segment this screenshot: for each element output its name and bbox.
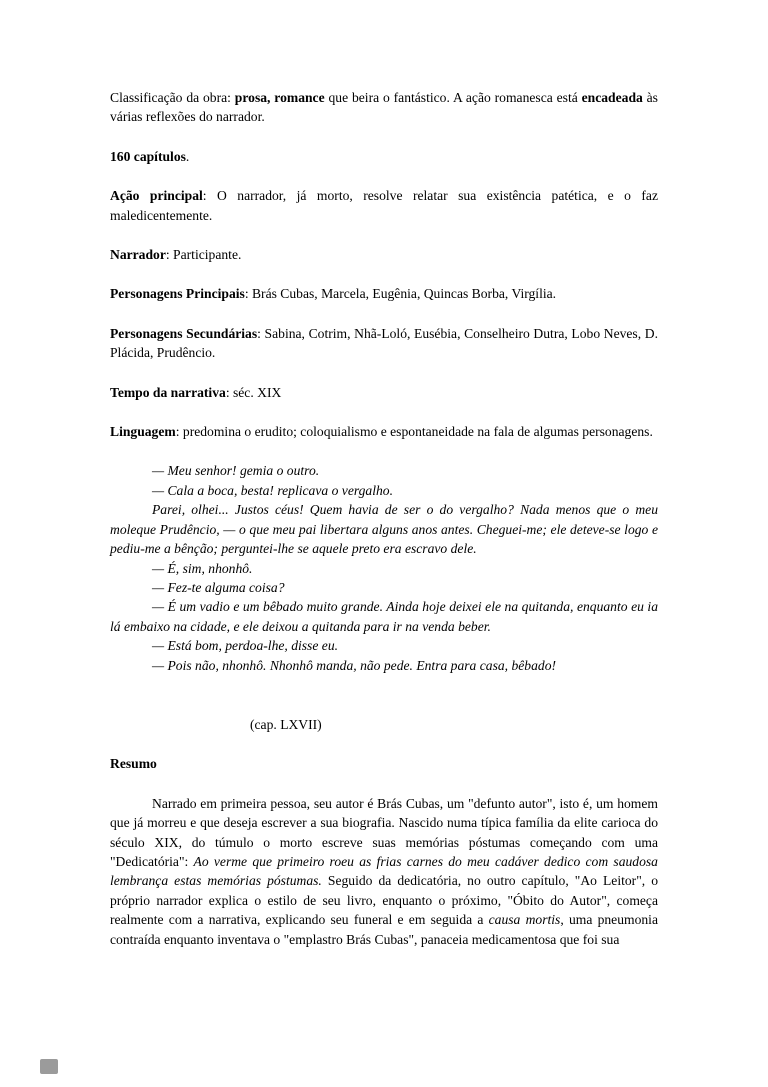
text-run: : Participante.: [165, 247, 242, 263]
text-run: , uma pneumonia contraída enquanto inventava o "emplastro Brás Cubas", panaceia medicamentosa que foi sua: [110, 912, 658, 947]
quote-line: [110, 559, 658, 578]
classification-paragraph: [110, 88, 658, 127]
text-run: Narrador: [110, 247, 166, 263]
text-run: — É um vadio e um bêbado muito grande. Ainda hoje deixei ele na quitanda, enquanto eu ia lá embaixo na cidade, e ele deixou a quitanda para ir na venda beber.: [110, 599, 658, 634]
text-run: — É, sim, nhonhô.: [152, 560, 253, 576]
main-characters-paragraph: [110, 284, 658, 303]
quote-line: [110, 500, 658, 558]
text-run: Personagens Principais: [110, 286, 245, 302]
text-run: 160 capítulos: [110, 148, 186, 164]
text-run: — Pois não, nhonhô. Nhonhô manda, não pede. Entra para casa, bêbado!: [152, 657, 557, 673]
quote-line: [110, 578, 658, 597]
secondary-characters-paragraph: [110, 324, 658, 363]
quote-line: [110, 597, 658, 636]
text-run: Seguido da dedicatória, no outro capítulo, "Ao Leitor", o próprio narrador explica o estilo de seu livro, enquanto o próximo, "Óbito do Autor", começa realmente com a narrativa, explicando seu funeral e em seguida a: [110, 873, 658, 928]
text-run: : Sabina, Cotrim, Nhã-Loló, Eusébia, Conselheiro Dutra, Lobo Neves, D. Plácida, Prudêncio.: [110, 325, 658, 361]
main-action-paragraph: [110, 186, 658, 225]
quote-line: [110, 481, 658, 500]
text-run: encadeada: [581, 90, 643, 105]
text-run: (cap. LXVII): [250, 716, 322, 732]
page-progress-marker: [40, 1059, 58, 1074]
text-run: Personagens Secundárias: [110, 325, 258, 341]
text-run: : O narrador, já morto, resolve relatar sua existência patética, e o faz maledicentemente.: [110, 188, 658, 223]
text-run: — Fez-te alguma coisa?: [152, 579, 285, 595]
text-run: Resumo: [110, 756, 157, 772]
quote-line: [110, 636, 658, 655]
text-run: Classificação da obra:: [110, 90, 235, 105]
text-run: : predomina o erudito; coloquialismo e espontaneidade na fala de algumas personagens.: [175, 424, 653, 440]
text-run: Tempo da narrativa: [110, 384, 226, 400]
summary-paragraph: [110, 794, 658, 949]
text-run: Linguagem: [110, 424, 176, 440]
text-run: Parei, olhei... Justos céus! Quem havia de ser o do vergalho? Nada menos que o meu moleque Prudêncio, — o que meu pai libertara alguns anos antes. Cheguei-me; ele deteve-se logo e pediu-me a bênção; perguntei-lhe se aquele preto era escravo dele.: [110, 502, 658, 557]
resumo-heading: [110, 754, 658, 773]
text-run: — Está bom, perdoa-lhe, disse eu.: [152, 638, 339, 654]
text-run: que beira o fantástico. A ação romanesca está: [324, 90, 582, 105]
text-run: .: [185, 148, 190, 164]
document-content: [110, 88, 658, 949]
text-run: : séc. XIX: [225, 384, 282, 400]
quote-line: [110, 461, 658, 480]
language-paragraph: [110, 422, 658, 441]
text-run: causa mortis: [488, 912, 561, 928]
text-run: às várias reflexões do narrador.: [110, 90, 658, 125]
quote-line: [110, 656, 658, 675]
text-run: — Meu senhor! gemia o outro.: [152, 463, 320, 479]
text-run: — Cala a boca, besta! replicava o vergalho.: [152, 482, 393, 498]
chapters-paragraph: [110, 147, 658, 166]
text-run: Narrado em primeira pessoa, seu autor é Brás Cubas, um "defunto autor", isto é, um homem que já morreu e que deseja escrever a sua biografia. Nascido numa típica família da elite carioca do século XIX, do túmulo o morto escreve suas memórias póstumas começando com uma "Dedicatória":: [110, 795, 658, 869]
text-run: prosa, romance: [234, 90, 325, 105]
text-run: Ação principal: [110, 188, 203, 204]
chapter-caption: [110, 715, 658, 734]
text-run: Ao verme que primeiro roeu as frias carnes do meu cadáver dedico com saudosa lembrança estas memórias póstumas.: [110, 853, 658, 889]
narrator-paragraph: [110, 245, 658, 264]
narrative-time-paragraph: [110, 383, 658, 402]
text-run: : Brás Cubas, Marcela, Eugênia, Quincas Borba, Virgília.: [244, 286, 557, 302]
